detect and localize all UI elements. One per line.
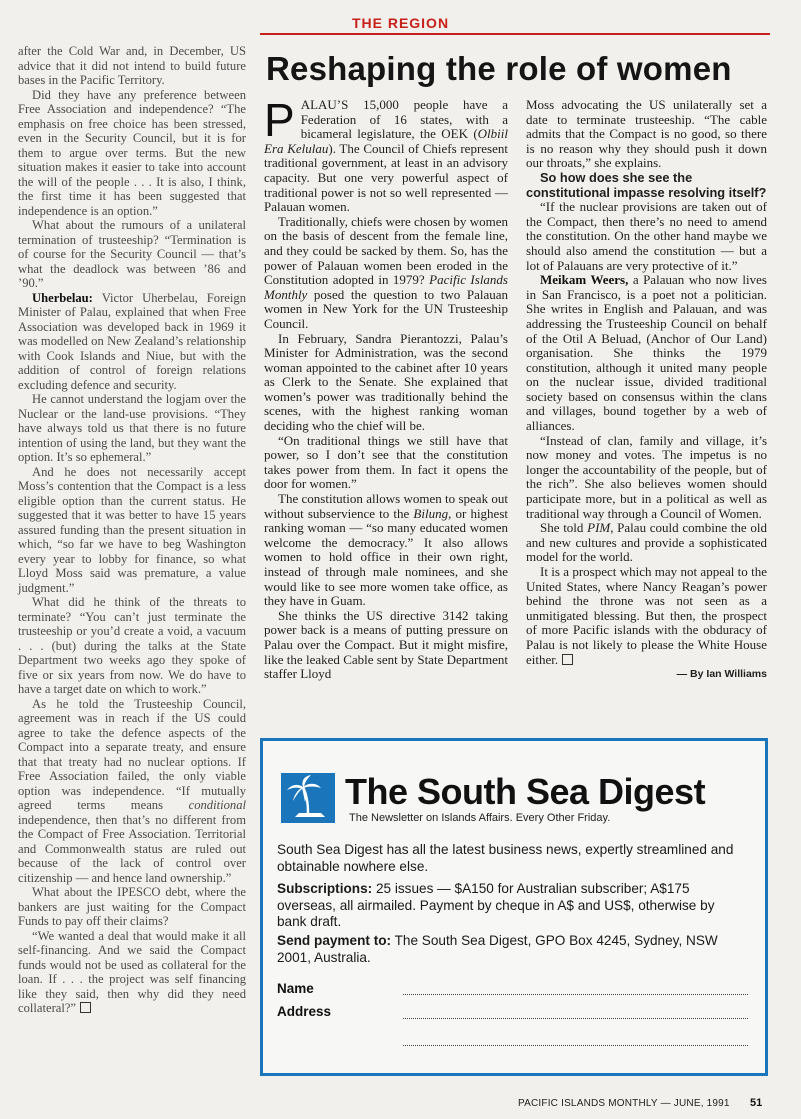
publication-footer: PACIFIC ISLANDS MONTHLY — JUNE, 1991 — [518, 1098, 730, 1109]
ad-subscriptions — [277, 881, 747, 931]
paragraph: “Instead of clan, family and village, it’s now money and votes. The impetus is no longer the accountability of the people, but of the rich”. She also believes women should participate more, but in a political as well as traditional way through a Council of Women. — [526, 432, 767, 521]
subheading: So how does she see the constitutional impasse resolving itself? — [526, 169, 767, 200]
address-field-line-2[interactable] — [403, 1044, 748, 1046]
paragraph: What did he think of the threats to terminate? “You can’t just terminate the trusteeship or you’d create a void, a vacuum . . . (but) during the talks at the State Department two weeks ago they spoke of five or six years from now. We do have to have a target date on which to work.” — [18, 595, 246, 696]
paragraph: In February, Sandra Pierantozzi, Palau’s Minister for Administration, was the second woman appointed to the cabinet after 10 years as Clerk to the Senate. She explained that women’s power was traditionally behind the scenes, with the highest ranking woman deciding who the chief will be. — [264, 330, 508, 434]
send-payment-text: The South Sea Digest, GPO Box 4245, Sydney, NSW 2001, Australia. — [277, 933, 718, 965]
paragraph-lead: Meikam Weers, — [540, 272, 629, 288]
send-payment-label: Send payment to: — [277, 933, 392, 948]
drop-cap: P — [264, 94, 295, 146]
ad-body: South Sea Digest has all the latest business news, expertly streamlined and obtainable nowhere else. — [277, 842, 734, 874]
paragraph: And he does not necessarily accept Moss’s contention that the Compact is a less eligible option than the current status. He suggested that it was better to have 15 years assured funding than the present situation in which, “so far we have to beg Washington every year to lobby for finance, so what Lloyd Moss said was premature, a value judgment.” — [18, 464, 246, 595]
paragraph-text: As he told the Trusteeship Council, agreement was in reach if the US could agree to take the defence aspects of the Compact into a separate treaty, and ensure that that treaty had no nuclear options. If Free Association failed, the only viable option was independence. “If mutually agreed terms means — [18, 696, 246, 812]
section-rule — [260, 33, 770, 35]
paragraph: after the Cold War and, in December, US advice that it did not intend to build future bases in the Pacific Territory. — [18, 44, 246, 87]
paragraph-text: ). The Council of Chiefs represent traditional government, at least in an advisory capacity. But one very powerful aspect of traditional power is not so well represented — Palauan women. — [264, 140, 508, 215]
paragraph-text: a Palauan who now lives in San Francisco, is a poet not a politician. She writes in English and Palauan, and was addressing the Trusteeship Council on behalf of the Otil A Beluad, (Anchor of Our Land) organisation. She thinks the 1979 constitution, although it united many people on the nuclear issue, divided traditional society based on consensus within the clans and villages, bound together by a web of alliances. — [526, 272, 767, 434]
paragraph — [264, 215, 508, 332]
paragraph — [264, 492, 508, 609]
name-field-label: Name — [277, 981, 314, 996]
end-mark-icon — [80, 1002, 91, 1013]
paragraph-text: ALAU’S 15,000 people have a Federation of 16 states, with a bicameral legislature, the OEK ( — [300, 97, 508, 142]
page-number: 51 — [750, 1097, 763, 1109]
article-column-1 — [264, 94, 509, 682]
emphasis: Bilung — [413, 505, 449, 521]
paragraph-text: independence, then that’s no different from the Compact of Free Association. Territorial and Commonwealth status are ruled out because of the lack of control over citizenship — and hence land ownership.” — [18, 812, 246, 885]
paragraph-lead: Uherbelau: — [32, 290, 93, 305]
emphasis: PIM — [587, 520, 611, 536]
address-field-label: Address — [277, 1004, 332, 1019]
byline: — By Ian Williams — [676, 668, 767, 681]
ad-tagline: The Newsletter on Islands Affairs. Every Other Friday. — [349, 812, 611, 824]
paragraph: She thinks the US directive 3142 taking power back is a means of putting pressure on Palau over the Compact. But it might misfire, like the leaked Cable sent by State Department staffer Lloyd — [264, 607, 508, 682]
section-label: THE REGION — [351, 15, 450, 31]
south-sea-digest-ad — [260, 738, 768, 1076]
paragraph — [526, 273, 767, 434]
article-column-2 — [526, 98, 767, 682]
paragraph: Moss advocating the US unilaterally set a date to terminate trusteeship. “The cable admits that the Compact is no good, so there is no reason why they should push it down our throats,” she explains. — [526, 97, 767, 171]
previous-article-column — [18, 44, 246, 1016]
emphasis: conditional — [188, 798, 246, 812]
paragraph: “On traditional things we still have that power, so I don’t see that the constitution takes power from them. In fact it opens the door for women.” — [264, 432, 508, 492]
paragraph-text: , Palau could combine the old and new cultures and provide a sophisticated model for the world. — [526, 520, 767, 565]
ad-title: The South Sea Digest — [345, 771, 706, 812]
palm-tree-island-icon — [281, 773, 335, 823]
end-mark-icon — [562, 654, 573, 665]
name-field[interactable] — [403, 993, 748, 995]
subscriptions-text: 25 issues — $A150 for Australian subscriber; A$175 overseas, all airmailed. Payment by cheque in A$ and US$, otherwise by bank draft. — [277, 881, 715, 930]
section-header — [0, 0, 801, 42]
paragraph-text: Traditionally, chiefs were chosen by women on the basis of descent from the female line, and they could be sacked by them. So, has the power of Palauan women been eroded in the Constitution adopted in 1979? — [264, 213, 508, 288]
subscriptions-label: Subscriptions: — [277, 881, 373, 896]
paragraph-text: It is a prospect which may not appeal to the United States, where Nancy Reagan’s power behind the throne was not seen as a unmitigated blessing. But then, the prospect of more Pacific islands with the obduracy of Palau is not likely to please the White House either. — [526, 564, 767, 667]
paragraph — [526, 565, 767, 667]
emphasis: Pacific Islands Monthly — [264, 272, 508, 302]
paragraph-text: Victor Uherbelau, Foreign Minister of Palau, explained that when Free Association was developed back in 1969 it was modelled on New Zealand’s relationship with Cook Islands and Niue, but with the addition of control of foreign relations excluding defence and security. — [18, 290, 246, 392]
paragraph — [18, 697, 246, 886]
paragraph — [18, 929, 246, 1016]
paragraph: What about the rumours of a unilateral termination of trusteeship? “Termination is of course for the Security Council — that’s what the deadlock was between ’86 and ’90.” — [18, 218, 246, 290]
paragraph — [264, 94, 508, 215]
paragraph: “If the nuclear provisions are taken out of the Compact, then there’s no need to amend the constitution. On the other hand maybe we should also amend the constitution — but a lot of Palauans are very protective of it.” — [526, 199, 767, 273]
paragraph-text: posed the question to two Palauan women in New York for the UN Trusteeship Council. — [264, 286, 508, 331]
paragraph: Did they have any preference between Free Association and independence? “The emphasis on free choice has been stressed, even in the Security Council, but it is for them to argue over terms. But the new situation makes it easier to take into account the will of the people . . . It is also, I think, the first time it has been suggested that independence is an option.” — [18, 87, 246, 218]
emphasis: Olbiil Era Kelulau — [264, 126, 508, 156]
paragraph-text: The constitution allows women to speak out without subservience to the — [264, 491, 508, 521]
paragraph: What about the IPESCO debt, where the bankers are just waiting for the Compact Funds to pay off their claims? — [18, 885, 246, 928]
ad-send-payment — [277, 933, 747, 966]
paragraph — [526, 521, 767, 565]
paragraph-text: , or highest ranking woman — “so many educated women welcome the democracy.” It also allows women to hold office in their own right, instead of through male nominees, and she would like to see more women take office, as they have in Guam. — [264, 505, 509, 609]
paragraph-text: “We wanted a deal that would make it all self-financing. And we said the Compact funds would not be used as collateral for the loan. If . . . the project was self financing like they said, then why did they need collateral?” — [18, 928, 246, 1015]
address-field-line-1[interactable] — [403, 1017, 748, 1019]
paragraph: He cannot understand the logjam over the Nuclear or the land-use provisions. “They have always told us that there is no future intention of using the land, but they want the option. It’s so ephemeral.” — [18, 392, 246, 464]
paragraph-text: She told — [540, 520, 588, 536]
paragraph — [18, 291, 246, 393]
article-headline: Reshaping the role of women — [266, 50, 732, 87]
